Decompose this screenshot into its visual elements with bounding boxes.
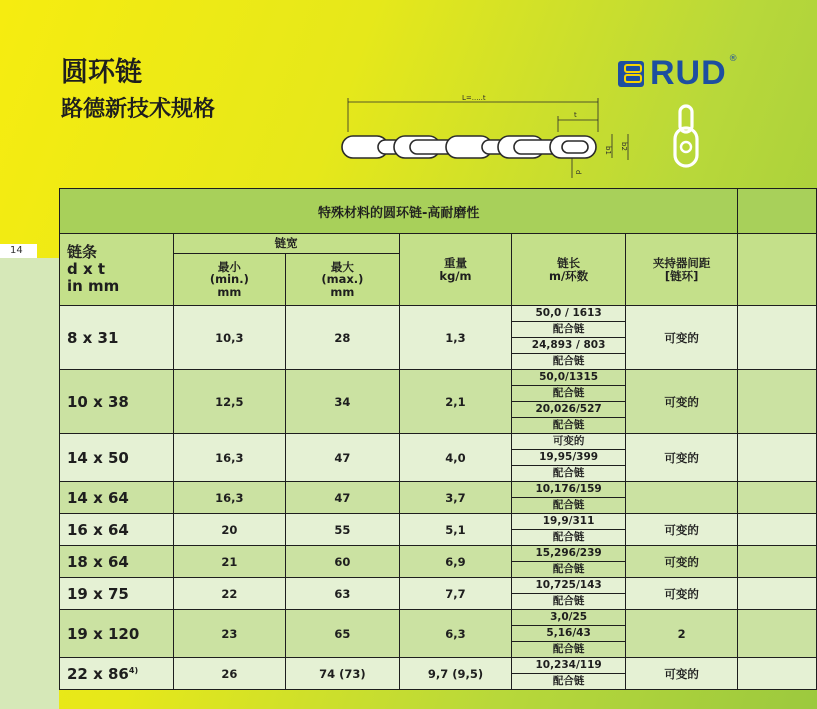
header-extra — [738, 234, 817, 306]
table-title-extra — [738, 189, 817, 234]
cell-length: 10,725/143 — [512, 578, 626, 594]
cell-min: 23 — [173, 610, 286, 658]
table-title: 特殊材料的圆环链-高耐磨性 — [60, 189, 738, 234]
cell-gripper: 可变的 — [625, 578, 737, 610]
cell-weight: 3,7 — [399, 482, 512, 514]
table-row — [60, 514, 817, 530]
cell-length: 50,0/1315 — [512, 370, 626, 386]
chain-logo-icon — [618, 61, 644, 87]
cell-min: 12,5 — [173, 370, 286, 434]
cell-gripper: 2 — [625, 610, 737, 658]
table-row — [60, 658, 817, 674]
cell-length: 3,0/25 — [512, 610, 626, 626]
cell-length: 配合链 — [512, 530, 626, 546]
cell-max: 34 — [286, 370, 400, 434]
cell-length: 配合链 — [512, 386, 626, 402]
header-length-line: 链长 — [557, 256, 581, 271]
cell-weight: 6,3 — [399, 610, 512, 658]
cell-size — [60, 434, 174, 482]
side-strip — [0, 258, 59, 709]
cell-weight: 1,3 — [399, 306, 512, 370]
cell-size — [60, 546, 174, 578]
cell-size — [60, 610, 174, 658]
header-weight-line: kg/m — [439, 268, 472, 283]
table-row — [60, 306, 817, 322]
header-max — [286, 254, 400, 306]
size-text: 8 x 31 — [67, 328, 119, 347]
cell-gripper: 可变的 — [625, 434, 737, 482]
page-subtitle: 路德新技术规格 — [61, 97, 216, 122]
cell-length: 20,026/527 — [512, 402, 626, 418]
cell-extra — [738, 482, 817, 514]
cell-extra — [738, 610, 817, 658]
cell-size — [60, 482, 174, 514]
cell-size — [60, 514, 174, 546]
header-max-line: mm — [330, 284, 355, 299]
size-text: 14 x 50 — [67, 448, 129, 467]
size-text: 19 x 75 — [67, 584, 129, 603]
cell-weight: 6,9 — [399, 546, 512, 578]
table-row — [60, 434, 817, 450]
header-chain — [60, 234, 174, 306]
cell-min: 20 — [173, 514, 286, 546]
cell-gripper: 可变的 — [625, 370, 737, 434]
header-weight-line: 重量 — [443, 256, 467, 271]
cell-length: 配合链 — [512, 322, 626, 338]
length-label: L=.....t — [462, 94, 486, 102]
cell-length: 5,16/43 — [512, 626, 626, 642]
cell-weight: 7,7 — [399, 578, 512, 610]
size-text: 19 x 120 — [67, 624, 140, 643]
header-min-line: (min.) — [209, 272, 249, 287]
cell-extra — [738, 546, 817, 578]
cell-length: 19,9/311 — [512, 514, 626, 530]
header-length-line: m/环数 — [549, 268, 589, 283]
cell-gripper: 可变的 — [625, 306, 737, 370]
cell-gripper: 可变的 — [625, 546, 737, 578]
cell-length: 15,296/239 — [512, 546, 626, 562]
brand-name: RUD — [650, 54, 727, 92]
cell-extra — [738, 370, 817, 434]
cell-max: 60 — [286, 546, 400, 578]
cell-min: 22 — [173, 578, 286, 610]
d-label: d — [574, 170, 582, 175]
cell-min: 10,3 — [173, 306, 286, 370]
cell-extra — [738, 514, 817, 546]
table-row — [60, 482, 817, 498]
header-min — [173, 254, 286, 306]
chain-link — [550, 136, 596, 158]
cell-max: 47 — [286, 482, 400, 514]
cell-length: 配合链 — [512, 354, 626, 370]
header-gripper-line: [链环] — [664, 268, 699, 283]
cell-gripper: 可变的 — [625, 658, 737, 690]
cell-length: 24,893 / 803 — [512, 338, 626, 354]
cell-weight: 4,0 — [399, 434, 512, 482]
cell-max: 28 — [286, 306, 400, 370]
cell-size — [60, 658, 174, 690]
cell-weight: 2,1 — [399, 370, 512, 434]
cell-length: 10,234/119 — [512, 658, 626, 674]
cell-weight: 9,7 (9,5) — [399, 658, 512, 690]
chain-dimension-diagram — [340, 92, 710, 184]
b2-label: b2 — [620, 142, 628, 151]
size-text: 14 x 64 — [67, 488, 129, 507]
pitch-label: t — [574, 111, 577, 119]
header-chain-line: d x t — [67, 259, 106, 278]
cell-size — [60, 578, 174, 610]
cell-gripper — [625, 482, 737, 514]
brand-logo — [618, 54, 738, 93]
table-row — [60, 546, 817, 562]
header-width: 链宽 — [173, 234, 399, 254]
cell-extra — [738, 658, 817, 690]
header-weight — [399, 234, 512, 306]
cell-length: 配合链 — [512, 594, 626, 610]
cell-weight: 5,1 — [399, 514, 512, 546]
cell-max: 65 — [286, 610, 400, 658]
cell-max: 74 (73) — [286, 658, 400, 690]
spec-table — [59, 188, 817, 690]
size-text: 10 x 38 — [67, 392, 129, 411]
header-chain-line: in mm — [67, 277, 120, 296]
header-gripper-line: 夹持器间距 — [652, 256, 711, 271]
cell-length: 配合链 — [512, 642, 626, 658]
cell-max: 55 — [286, 514, 400, 546]
b1-label: b1 — [604, 146, 612, 155]
cell-min: 16,3 — [173, 482, 286, 514]
page-number: 14 — [0, 244, 37, 258]
cell-min: 26 — [173, 658, 286, 690]
header-length — [512, 234, 626, 306]
cell-length: 配合链 — [512, 466, 626, 482]
cell-extra — [738, 578, 817, 610]
header-gripper — [625, 234, 737, 306]
header-chain-line: 链条 — [67, 242, 98, 261]
cell-length: 50,0 / 1613 — [512, 306, 626, 322]
cell-length: 10,176/159 — [512, 482, 626, 498]
size-text: 16 x 64 — [67, 520, 129, 539]
cell-length: 配合链 — [512, 418, 626, 434]
cell-size — [60, 370, 174, 434]
page-title: 圆环链 — [61, 57, 142, 88]
table-row — [60, 610, 817, 626]
cell-size — [60, 306, 174, 370]
header-min-line: mm — [217, 284, 242, 299]
chain-link-icon — [675, 106, 697, 166]
size-text: 18 x 64 — [67, 552, 129, 571]
cell-length: 可变的 — [512, 434, 626, 450]
header-min-line: 最小 — [217, 260, 241, 275]
registered-mark: ® — [728, 54, 738, 64]
header-max-line: 最大 — [330, 260, 354, 275]
size-footnote: 4) — [128, 665, 139, 675]
cell-extra — [738, 434, 817, 482]
cell-length: 19,95/399 — [512, 450, 626, 466]
table-row — [60, 578, 817, 594]
cell-min: 16,3 — [173, 434, 286, 482]
cell-max: 47 — [286, 434, 400, 482]
cell-max: 63 — [286, 578, 400, 610]
table-row — [60, 370, 817, 386]
cell-extra — [738, 306, 817, 370]
cell-length: 配合链 — [512, 498, 626, 514]
cell-gripper: 可变的 — [625, 514, 737, 546]
cell-min: 21 — [173, 546, 286, 578]
cell-length: 配合链 — [512, 562, 626, 578]
cell-length: 配合链 — [512, 674, 626, 690]
header-max-line: (max.) — [321, 272, 364, 287]
size-text: 22 x 86 — [67, 664, 129, 683]
